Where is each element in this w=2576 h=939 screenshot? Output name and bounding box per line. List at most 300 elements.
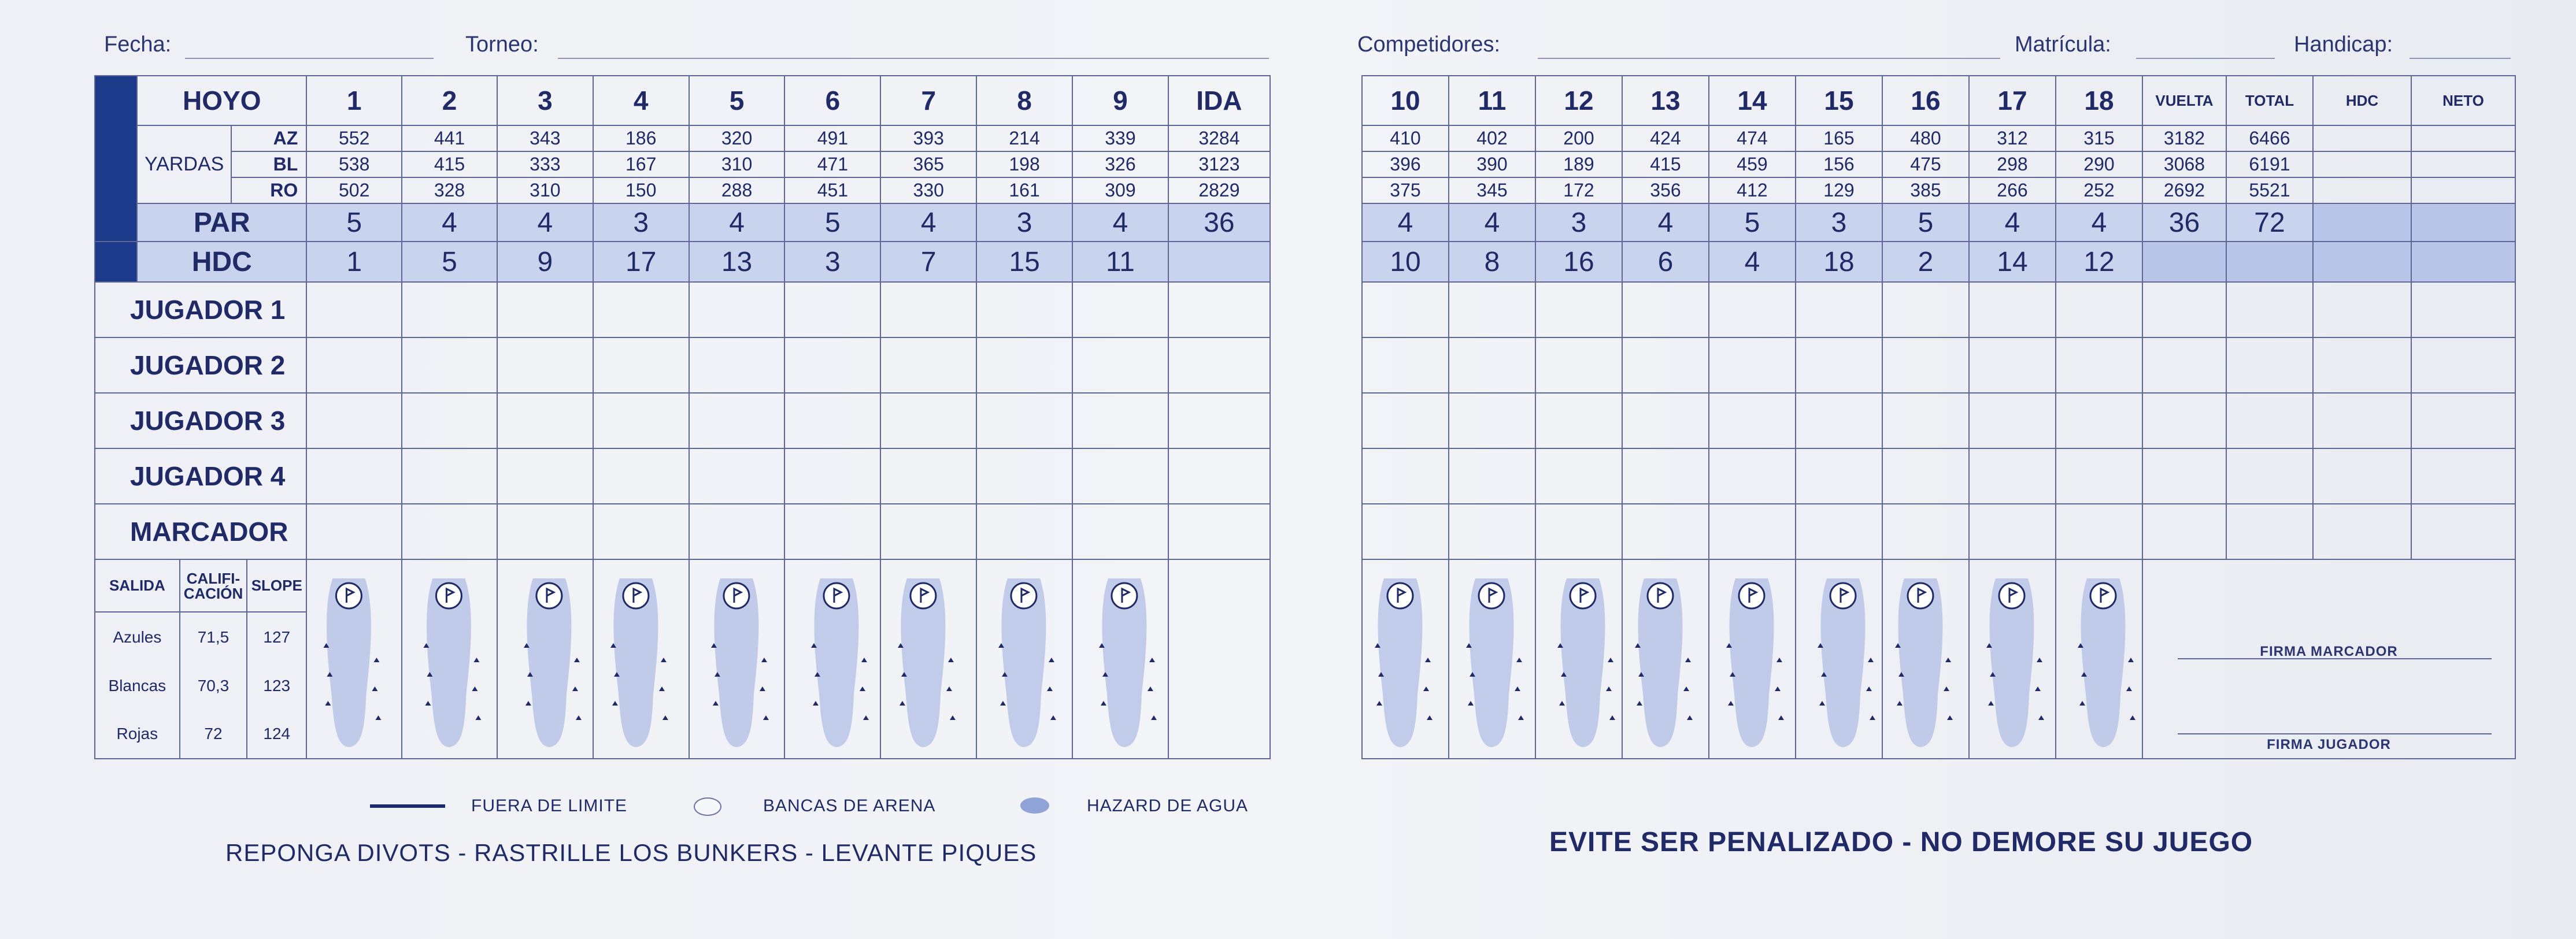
- score-cell[interactable]: [1168, 337, 1270, 393]
- fecha-label: Fecha:: [104, 32, 172, 57]
- score-cell[interactable]: [2056, 393, 2142, 448]
- tree-icon: [1049, 658, 1054, 662]
- score-cell[interactable]: [784, 448, 880, 504]
- par-value: 4: [1072, 203, 1168, 242]
- tee-code: BL: [231, 151, 306, 177]
- ida-map-blank: [1168, 559, 1270, 759]
- score-cell[interactable]: [1449, 504, 1535, 559]
- hole-diagram: [1796, 561, 1881, 758]
- tree-icon: [761, 658, 767, 662]
- tree-icon: [2038, 715, 2044, 720]
- score-cell[interactable]: [1168, 504, 1270, 559]
- yardage: 365: [880, 151, 976, 177]
- score-cell[interactable]: [1449, 282, 1535, 337]
- score-cell[interactable]: [2056, 504, 2142, 559]
- neto-header: NETO: [2411, 76, 2515, 125]
- torneo-field[interactable]: [558, 58, 1269, 59]
- tree-icon: [2079, 701, 2085, 706]
- hole-diagram: [1709, 561, 1794, 758]
- handicap-field[interactable]: [2410, 58, 2511, 59]
- tree-icon: [525, 701, 531, 706]
- score-cell[interactable]: [1072, 337, 1168, 393]
- score-cell[interactable]: [1072, 393, 1168, 448]
- score-cell[interactable]: [2313, 393, 2411, 448]
- vuelta-yardage: 3068: [2142, 151, 2226, 177]
- score-cell[interactable]: [1882, 504, 1969, 559]
- score-cell[interactable]: [2313, 504, 2411, 559]
- hole-diagram: [881, 561, 975, 758]
- par-value: 5: [1709, 203, 1796, 242]
- front-hole: 8: [976, 76, 1072, 125]
- score-cell[interactable]: [1709, 282, 1796, 337]
- score-cell[interactable]: [1535, 448, 1622, 504]
- hdc-value: 9: [497, 242, 593, 282]
- green-icon: [1011, 583, 1037, 608]
- par-value: 3: [593, 203, 689, 242]
- score-cell[interactable]: [402, 337, 497, 393]
- tree-icon: [576, 715, 582, 720]
- score-cell[interactable]: [1709, 448, 1796, 504]
- score-cell[interactable]: [593, 337, 689, 393]
- score-cell[interactable]: [1622, 393, 1709, 448]
- yardage: 393: [880, 125, 976, 151]
- hole-diagram: [1449, 561, 1534, 758]
- score-cell[interactable]: [784, 504, 880, 559]
- front-hole: 7: [880, 76, 976, 125]
- tree-icon: [1870, 715, 1875, 720]
- score-cell[interactable]: [1796, 504, 1882, 559]
- score-cell[interactable]: [784, 393, 880, 448]
- score-cell[interactable]: [1709, 393, 1796, 448]
- matricula-label: Matrícula:: [2015, 32, 2111, 57]
- competidores-field[interactable]: [1538, 58, 2000, 59]
- hole-diagram: [402, 561, 495, 758]
- matricula-field[interactable]: [2136, 58, 2275, 59]
- hole-map: [1072, 559, 1168, 759]
- yardage: 310: [497, 177, 593, 203]
- tree-icon: [813, 701, 819, 706]
- yardage: 320: [689, 125, 785, 151]
- yardage: 396: [1362, 151, 1449, 177]
- score-cell[interactable]: [593, 448, 689, 504]
- score-cell[interactable]: [1535, 282, 1622, 337]
- score-cell[interactable]: [2226, 504, 2313, 559]
- firma-marcador-label: FIRMA MARCADOR: [2260, 644, 2398, 659]
- hdc-value: 12: [2056, 242, 2142, 282]
- score-cell[interactable]: [593, 504, 689, 559]
- tree-icon: [1101, 701, 1106, 706]
- score-cell[interactable]: [1969, 337, 2056, 393]
- tree-icon: [425, 701, 431, 706]
- yardage: 150: [593, 177, 689, 203]
- tree-icon: [574, 658, 580, 662]
- yardage: 198: [976, 151, 1072, 177]
- tree-icon: [861, 658, 867, 662]
- tree-icon: [1687, 715, 1693, 720]
- front-hole: 9: [1072, 76, 1168, 125]
- tree-icon: [1050, 715, 1056, 720]
- yardage: 189: [1535, 151, 1622, 177]
- tree-icon: [325, 701, 331, 706]
- score-cell[interactable]: [1449, 448, 1535, 504]
- tree-icon: [863, 715, 869, 720]
- par-value: 5: [306, 203, 402, 242]
- score-cell[interactable]: [1969, 282, 2056, 337]
- score-cell[interactable]: [402, 448, 497, 504]
- score-cell[interactable]: [2226, 448, 2313, 504]
- yardage: 165: [1796, 125, 1882, 151]
- score-cell[interactable]: [2056, 448, 2142, 504]
- score-cell[interactable]: [1969, 448, 2056, 504]
- score-cell[interactable]: [1362, 504, 1449, 559]
- tree-icon: [1376, 701, 1382, 706]
- score-cell[interactable]: [1622, 282, 1709, 337]
- score-cell[interactable]: [689, 393, 785, 448]
- score-cell[interactable]: [593, 282, 689, 337]
- score-cell[interactable]: [306, 337, 402, 393]
- score-cell[interactable]: [1969, 393, 2056, 448]
- yardage: 167: [593, 151, 689, 177]
- score-cell[interactable]: [306, 504, 402, 559]
- green-icon: [1648, 583, 1673, 608]
- signature-area[interactable]: [2142, 559, 2515, 759]
- tree-icon: [760, 686, 765, 691]
- green-icon: [1570, 583, 1596, 608]
- score-cell[interactable]: [1072, 448, 1168, 504]
- yardage: 266: [1969, 177, 2056, 203]
- green-icon: [911, 583, 936, 608]
- tree-icon: [572, 686, 578, 691]
- score-cell[interactable]: [1449, 393, 1535, 448]
- tree-icon: [2128, 658, 2134, 662]
- tree-icon: [1947, 715, 1953, 720]
- yardage: 474: [1709, 125, 1796, 151]
- yardage: 186: [593, 125, 689, 151]
- tree-icon: [1866, 686, 1872, 691]
- tree-icon: [376, 715, 382, 720]
- yardage: 252: [2056, 177, 2142, 203]
- yardage: 385: [1882, 177, 1969, 203]
- hdc-value: 15: [976, 242, 1072, 282]
- score-cell[interactable]: [689, 448, 785, 504]
- score-cell[interactable]: [976, 393, 1072, 448]
- score-cell[interactable]: [593, 393, 689, 448]
- score-cell[interactable]: [497, 393, 593, 448]
- score-cell[interactable]: [880, 448, 976, 504]
- hdc-value: 13: [689, 242, 785, 282]
- score-cell[interactable]: [1882, 282, 1969, 337]
- score-cell[interactable]: [1168, 393, 1270, 448]
- yardage: 312: [1969, 125, 2056, 151]
- yardage: 375: [1362, 177, 1449, 203]
- calificacion-header: CALIFI-CACIÓN: [180, 560, 247, 612]
- yardage: 345: [1449, 177, 1535, 203]
- yardage: 214: [976, 125, 1072, 151]
- score-cell[interactable]: [2226, 337, 2313, 393]
- tree-icon: [659, 686, 665, 691]
- hdc-value: 17: [593, 242, 689, 282]
- hdc-value: 2: [1882, 242, 1969, 282]
- tree-icon: [1868, 658, 1874, 662]
- tree-icon: [1778, 715, 1784, 720]
- water-hazard-icon: [1020, 797, 1049, 814]
- legend-water: HAZARD DE AGUA: [1087, 796, 1249, 815]
- hole-diagram: [498, 561, 591, 758]
- yardage: 330: [880, 177, 976, 203]
- yardage: 298: [1969, 151, 2056, 177]
- hdc-value: 16: [1535, 242, 1622, 282]
- tree-icon: [2037, 658, 2042, 662]
- score-cell[interactable]: [497, 504, 593, 559]
- score-cell[interactable]: [1709, 337, 1796, 393]
- par-value: 3: [976, 203, 1072, 242]
- back-hole: 15: [1796, 76, 1882, 125]
- tree-icon: [1423, 686, 1429, 691]
- tree-icon: [1637, 701, 1642, 706]
- score-cell[interactable]: [880, 504, 976, 559]
- score-cell[interactable]: [1796, 337, 1882, 393]
- score-cell[interactable]: [1362, 448, 1449, 504]
- score-cell[interactable]: [497, 448, 593, 504]
- score-cell[interactable]: [497, 282, 593, 337]
- score-cell[interactable]: [1072, 504, 1168, 559]
- back-hole: 10: [1362, 76, 1449, 125]
- ratings-table: [95, 560, 306, 758]
- score-cell[interactable]: [976, 337, 1072, 393]
- tree-icon: [1559, 701, 1565, 706]
- hole-diagram: [1536, 561, 1620, 758]
- score-cell[interactable]: [880, 282, 976, 337]
- score-cell[interactable]: [2142, 393, 2226, 448]
- tree-icon: [860, 686, 865, 691]
- score-cell[interactable]: [976, 504, 1072, 559]
- score-cell[interactable]: [1535, 393, 1622, 448]
- yardage: 424: [1622, 125, 1709, 151]
- slope-value: 127: [263, 628, 291, 646]
- yardage: 288: [689, 177, 785, 203]
- score-cell[interactable]: [2056, 282, 2142, 337]
- yardage-total: 3123: [1168, 151, 1270, 177]
- hole-diagram: [690, 561, 783, 758]
- rating-tee: Rojas: [95, 710, 180, 758]
- yardage: 200: [1535, 125, 1622, 151]
- yardage: 356: [1622, 177, 1709, 203]
- ratings-cell: [95, 559, 306, 759]
- score-cell[interactable]: [2056, 337, 2142, 393]
- par-label: PAR: [137, 203, 306, 242]
- fecha-field[interactable]: [185, 58, 434, 59]
- score-cell[interactable]: [2411, 504, 2515, 559]
- score-cell[interactable]: [1796, 282, 1882, 337]
- yardage: 502: [306, 177, 402, 203]
- tree-icon: [1683, 686, 1689, 691]
- tree-icon: [1515, 686, 1520, 691]
- slope-value: 123: [263, 676, 291, 695]
- score-cell[interactable]: [1362, 282, 1449, 337]
- score-cell[interactable]: [689, 282, 785, 337]
- hole-map: [1535, 559, 1622, 759]
- tree-icon: [763, 715, 769, 720]
- hole-map: [1449, 559, 1535, 759]
- yardage: 328: [402, 177, 497, 203]
- yardage: 290: [2056, 151, 2142, 177]
- firma-jugador-line: [2178, 733, 2492, 734]
- score-cell[interactable]: [1362, 393, 1449, 448]
- score-cell[interactable]: [2226, 282, 2313, 337]
- score-cell[interactable]: [402, 282, 497, 337]
- score-cell[interactable]: [1622, 337, 1709, 393]
- tree-icon: [1518, 715, 1524, 720]
- score-cell[interactable]: [2411, 448, 2515, 504]
- score-cell[interactable]: [2142, 504, 2226, 559]
- score-cell[interactable]: [1362, 337, 1449, 393]
- yardage: 471: [784, 151, 880, 177]
- tee-code: AZ: [231, 125, 306, 151]
- tree-icon: [950, 715, 956, 720]
- rating-tee: Azules: [95, 612, 180, 662]
- vuelta-yardage: 3182: [2142, 125, 2226, 151]
- yardage: 343: [497, 125, 593, 151]
- score-cell[interactable]: [2226, 393, 2313, 448]
- yardage: 459: [1709, 151, 1796, 177]
- score-cell[interactable]: [402, 504, 497, 559]
- yardage: 451: [784, 177, 880, 203]
- hdc-value: 8: [1449, 242, 1535, 282]
- score-cell[interactable]: [1168, 448, 1270, 504]
- ida-header: IDA: [1168, 76, 1270, 125]
- tree-icon: [1944, 686, 1949, 691]
- tree-icon: [1945, 658, 1951, 662]
- score-cell[interactable]: [1882, 393, 1969, 448]
- score-cell[interactable]: [402, 393, 497, 448]
- hdc-value: 5: [402, 242, 497, 282]
- hole-diagram: [1363, 561, 1447, 758]
- tree-icon: [1608, 658, 1613, 662]
- score-cell[interactable]: [976, 282, 1072, 337]
- hdc-value: [1168, 242, 1270, 282]
- hole-map: [2056, 559, 2142, 759]
- hole-map: [976, 559, 1072, 759]
- score-cell[interactable]: [1072, 282, 1168, 337]
- par-value: 4: [1449, 203, 1535, 242]
- score-cell[interactable]: [2411, 393, 2515, 448]
- green-icon: [1908, 583, 1933, 608]
- front-hole: 5: [689, 76, 785, 125]
- total-yardage: 5521: [2226, 177, 2313, 203]
- score-cell[interactable]: [2411, 337, 2515, 393]
- green-icon: [336, 583, 362, 608]
- score-cell[interactable]: [1882, 448, 1969, 504]
- score-cell[interactable]: [1709, 504, 1796, 559]
- score-cell[interactable]: [2313, 337, 2411, 393]
- score-cell[interactable]: [1168, 282, 1270, 337]
- front-hole: 4: [593, 76, 689, 125]
- score-cell[interactable]: [1796, 448, 1882, 504]
- green-icon: [2090, 583, 2116, 608]
- vuelta-par: 36: [2142, 203, 2226, 242]
- score-cell[interactable]: [497, 337, 593, 393]
- hdc-value: 4: [1709, 242, 1796, 282]
- score-cell[interactable]: [1535, 504, 1622, 559]
- tree-icon: [1425, 658, 1431, 662]
- yardage: 309: [1072, 177, 1168, 203]
- hole-map: [1796, 559, 1882, 759]
- yardage: 412: [1709, 177, 1796, 203]
- front-hole: 1: [306, 76, 402, 125]
- tree-icon: [372, 686, 378, 691]
- green-icon: [1479, 583, 1504, 608]
- score-cell[interactable]: [1969, 504, 2056, 559]
- yardage: 410: [1362, 125, 1449, 151]
- tree-icon: [1000, 701, 1006, 706]
- tee-code: RO: [231, 177, 306, 203]
- back-hole: 12: [1535, 76, 1622, 125]
- rating-value: 70,3: [180, 662, 247, 710]
- green-icon: [436, 583, 462, 608]
- score-cell[interactable]: [880, 393, 976, 448]
- score-cell[interactable]: [784, 337, 880, 393]
- score-cell[interactable]: [2142, 448, 2226, 504]
- score-cell[interactable]: [880, 337, 976, 393]
- score-cell[interactable]: [784, 282, 880, 337]
- front-hole: 2: [402, 76, 497, 125]
- front-hole: 6: [784, 76, 880, 125]
- tree-icon: [2130, 715, 2135, 720]
- torneo-label: Torneo:: [465, 32, 539, 57]
- tree-icon: [1516, 658, 1522, 662]
- score-cell[interactable]: [2142, 282, 2226, 337]
- score-cell[interactable]: [1622, 448, 1709, 504]
- yardage: 156: [1796, 151, 1882, 177]
- front-hole: 3: [497, 76, 593, 125]
- score-cell[interactable]: [1622, 504, 1709, 559]
- score-cell[interactable]: [306, 448, 402, 504]
- score-cell[interactable]: [1449, 337, 1535, 393]
- yardage: 172: [1535, 177, 1622, 203]
- green-icon: [623, 583, 649, 608]
- score-cell[interactable]: [689, 337, 785, 393]
- total-header: TOTAL: [2226, 76, 2313, 125]
- yardage: 333: [497, 151, 593, 177]
- yardage: 480: [1882, 125, 1969, 151]
- tree-icon: [1427, 715, 1433, 720]
- green-icon: [824, 583, 849, 608]
- score-cell[interactable]: [1882, 337, 1969, 393]
- score-cell[interactable]: [2142, 337, 2226, 393]
- score-cell[interactable]: [306, 282, 402, 337]
- score-cell[interactable]: [689, 504, 785, 559]
- tree-icon: [1148, 686, 1153, 691]
- score-cell[interactable]: [2313, 448, 2411, 504]
- out-of-bounds-line-icon: [370, 804, 445, 808]
- hdc-value: 3: [784, 242, 880, 282]
- score-cell[interactable]: [2313, 282, 2411, 337]
- score-cell[interactable]: [306, 393, 402, 448]
- score-cell[interactable]: [976, 448, 1072, 504]
- hole-map: [1709, 559, 1796, 759]
- score-cell[interactable]: [1796, 393, 1882, 448]
- tree-icon: [2126, 686, 2132, 691]
- footer-right-text: EVITE SER PENALIZADO - NO DEMORE SU JUEGO: [1549, 827, 2253, 858]
- total-yardage: 6466: [2226, 125, 2313, 151]
- score-cell[interactable]: [2411, 282, 2515, 337]
- hole-map: [880, 559, 976, 759]
- score-cell[interactable]: [1535, 337, 1622, 393]
- par-value: 4: [497, 203, 593, 242]
- green-icon: [1387, 583, 1413, 608]
- total-par: 72: [2226, 203, 2313, 242]
- hoyo-label: HOYO: [137, 76, 306, 125]
